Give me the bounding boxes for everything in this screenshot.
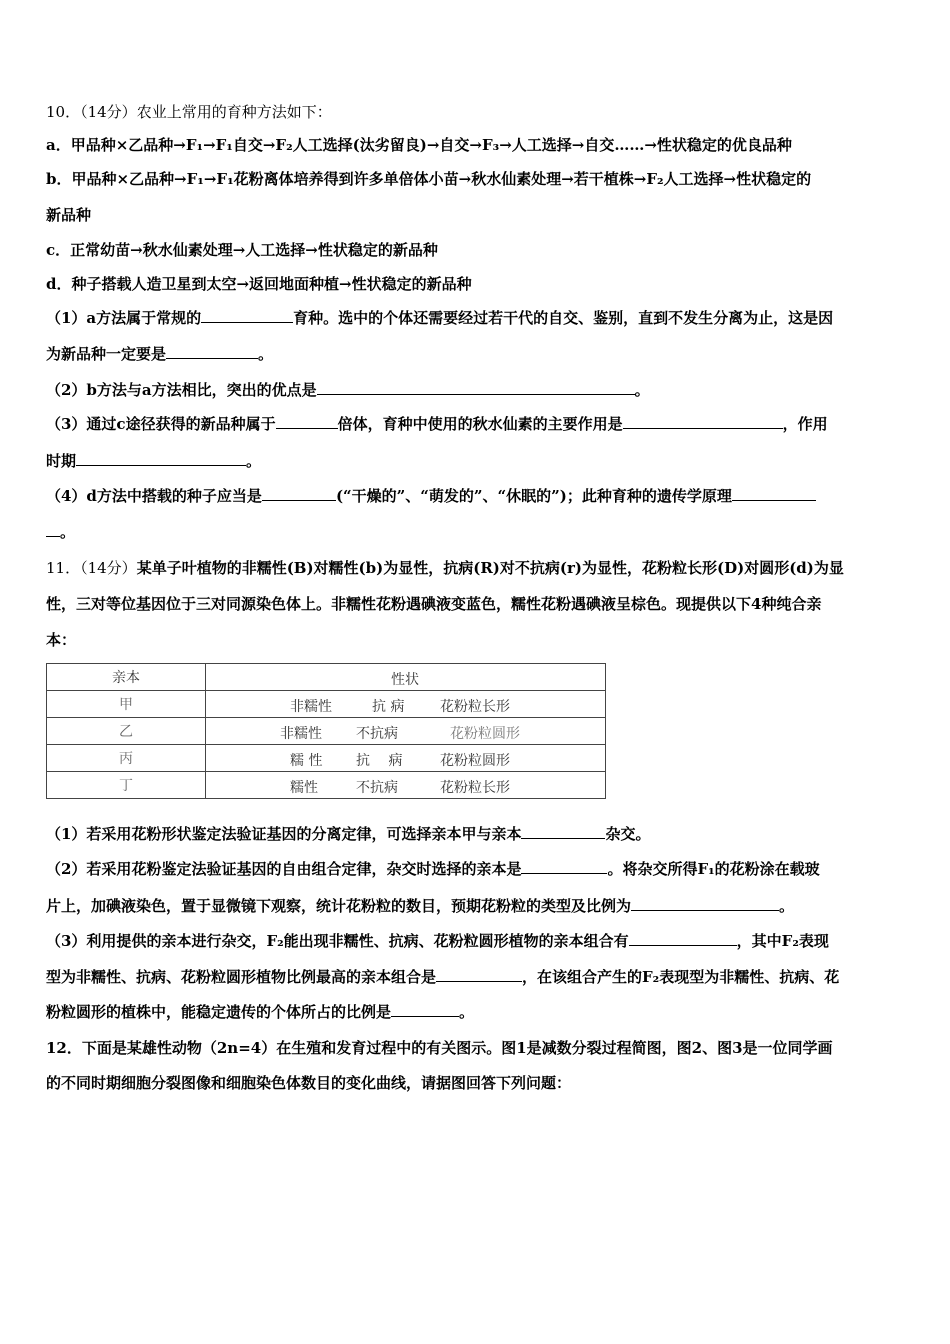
q10-sub3-line2 [46, 451, 261, 471]
q11-intro-line1 [46, 558, 844, 578]
q10-s4-text-c: 。 [60, 523, 76, 541]
q11-sub3-line2 [46, 967, 839, 987]
answer-blank[interactable] [436, 967, 522, 982]
q11-intro-line3: 本： [46, 631, 77, 649]
answer-blank[interactable] [629, 931, 737, 946]
q12-line1: 12．下面是某雄性动物（2n=4）在生殖和发育过程中的有关图示。图1是减数分裂过程简图，图2、图3是一位同学画 [46, 1039, 833, 1057]
table-row [47, 745, 606, 772]
answer-blank[interactable] [276, 414, 338, 429]
q10-s1-text-c: 为新品种一定要是 [46, 345, 167, 363]
q11-s2-text-a: （2）若采用花粉鉴定法验证基因的自由组合定律，杂交时选择的亲本是 [46, 860, 522, 878]
header-traits: 性状 [391, 672, 419, 688]
q10-title-text: 农业上常用的育种方法如下： [136, 103, 332, 121]
q11-s1-text-b: 杂交。 [605, 825, 651, 843]
q10-sub1-line1 [46, 308, 833, 328]
q10-s1-text-a: （1）a方法属于常规的 [46, 309, 202, 327]
answer-blank[interactable] [391, 1002, 459, 1017]
q10-method-d: d．种子搭载人造卫星到太空→返回地面种植→性状稳定的新品种 [46, 275, 472, 293]
trait-glutinous: 非糯性 [290, 699, 332, 715]
q10-sub2 [46, 380, 650, 400]
trait-disease: 抗 病 [356, 753, 403, 769]
parent-name: 乙 [47, 718, 206, 745]
table-row [47, 772, 606, 799]
answer-blank[interactable] [317, 380, 635, 395]
q10-method-c: c．正常幼苗→秋水仙素处理→人工选择→性状稳定的新品种 [46, 241, 438, 259]
q10-method-b-line1: b．甲品种×乙品种→F₁→F₁花粉离体培养得到许多单倍体小苗→秋水仙素处理→若干植株→F₂人工选择→性状稳定的 [46, 170, 812, 188]
q10-s3-text-b: 倍体，育种中使用的秋水仙素的主要作用是 [337, 415, 623, 433]
table-header-row [47, 664, 606, 691]
q11-sub1 [46, 824, 650, 844]
answer-blank[interactable] [732, 486, 816, 501]
trait-glutinous: 糯 性 [290, 753, 323, 769]
q10-s2-text-a: （2）b方法与a方法相比，突出的优点是 [46, 381, 317, 399]
q11-s3-text-a: （3）利用提供的亲本进行杂交，F₂能出现非糯性、抗病、花粉粒圆形植物的亲本组合有 [46, 932, 629, 950]
parent-traits-table [46, 663, 606, 799]
q10-s3-text-c: ，作用 [782, 415, 828, 433]
q12-line2: 的不同时期细胞分裂图像和细胞染色体数目的变化曲线，请据图回答下列问题： [46, 1074, 572, 1092]
answer-blank[interactable] [166, 344, 258, 359]
parent-name: 丙 [47, 745, 206, 772]
header-traits-cell [206, 664, 606, 691]
traits-cell [206, 718, 606, 745]
answer-blank[interactable] [201, 308, 293, 323]
q10-s1-text-d: 。 [258, 345, 274, 363]
q10-s3-text-a: （3）通过c途径获得的新品种属于 [46, 415, 276, 433]
traits-cell [206, 691, 606, 718]
q10-method-a: a．甲品种×乙品种→F₁→F₁自交→F₂人工选择(汰劣留良)→自交→F₃→人工选择→自交……→性状稳定的优良品种 [46, 136, 792, 154]
traits-cell [206, 745, 606, 772]
table-row [47, 718, 606, 745]
q11-sub3-line1 [46, 931, 829, 951]
q10-method-b-line2: 新品种 [46, 206, 92, 224]
q10-number: 10．（14分） [46, 103, 137, 121]
traits-cell [206, 772, 606, 799]
q10-s3-text-d: 时期 [46, 452, 77, 470]
q11-intro-text-1: 某单子叶植物的非糯性(B)对糯性(b)为显性，抗病(R)对不抗病(r)为显性，花粉粒长形(D)对圆形(d)为显 [136, 559, 844, 577]
trait-disease: 抗 病 [372, 699, 405, 715]
answer-blank[interactable] [521, 824, 605, 839]
parent-name: 甲 [47, 691, 206, 718]
q10-s4-text-b: (“干燥的”、“萌发的”、“休眠的”)；此种育种的遗传学原理 [335, 487, 732, 505]
q10-sub4-line2 [46, 522, 75, 542]
answer-blank[interactable] [631, 896, 779, 911]
answer-blank[interactable] [521, 859, 607, 874]
q11-s3-text-c: 型为非糯性、抗病、花粉粒圆形植物比例最高的亲本组合是 [46, 968, 437, 986]
trait-pollen: 花粉粒圆形 [440, 753, 510, 769]
q10-s1-text-b: 育种。选中的个体还需要经过若干代的自交、鉴别，直到不发生分离为止，这是因 [293, 309, 834, 327]
q10-s4-text-a: （4）d方法中搭载的种子应当是 [46, 487, 262, 505]
trait-pollen: 花粉粒圆形 [450, 726, 520, 742]
answer-blank[interactable] [623, 414, 783, 429]
q11-s3-text-b: ，其中F₂表现 [736, 932, 829, 950]
q11-sub2-line2 [46, 896, 794, 916]
trait-pollen: 花粉粒长形 [440, 780, 510, 796]
answer-blank[interactable] [46, 522, 60, 537]
q11-s3-text-f: 。 [459, 1003, 475, 1021]
q10-title [46, 102, 332, 122]
q11-sub2-line1 [46, 859, 820, 879]
q10-sub4-line1 [46, 486, 816, 506]
q11-number: 11．（14分） [46, 559, 137, 577]
q11-s3-text-d: ，在该组合产生的F₂表现型为非糯性、抗病、花 [522, 968, 840, 986]
trait-glutinous: 非糯性 [280, 726, 322, 742]
q11-s3-text-e: 粉粒圆形的植株中，能稳定遗传的个体所占的比例是 [46, 1003, 392, 1021]
q11-sub3-line3 [46, 1002, 474, 1022]
answer-blank[interactable] [262, 486, 336, 501]
header-parent: 亲本 [47, 664, 206, 691]
q11-s2-text-d: 。 [779, 897, 795, 915]
answer-blank[interactable] [76, 451, 246, 466]
trait-glutinous: 糯性 [290, 780, 318, 796]
q10-s3-text-e: 。 [246, 452, 262, 470]
q11-s1-text-a: （1）若采用花粉形状鉴定法验证基因的分离定律，可选择亲本甲与亲本 [46, 825, 522, 843]
trait-disease: 不抗病 [356, 726, 398, 742]
parent-name: 丁 [47, 772, 206, 799]
q11-intro-line2: 性，三对等位基因位于三对同源染色体上。非糯性花粉遇碘液变蓝色，糯性花粉遇碘液呈棕色。现提供以下4种纯合亲 [46, 595, 822, 613]
q11-s2-text-b: 。将杂交所得F₁的花粉涂在载玻 [607, 860, 820, 878]
q10-sub3-line1 [46, 414, 828, 434]
q10-s2-text-b: 。 [634, 381, 650, 399]
q10-sub1-line2 [46, 344, 273, 364]
trait-pollen: 花粉粒长形 [440, 699, 510, 715]
trait-disease: 不抗病 [356, 780, 398, 796]
q11-s2-text-c: 片上，加碘液染色，置于显微镜下观察，统计花粉粒的数目，预期花粉粒的类型及比例为 [46, 897, 632, 915]
table-row [47, 691, 606, 718]
